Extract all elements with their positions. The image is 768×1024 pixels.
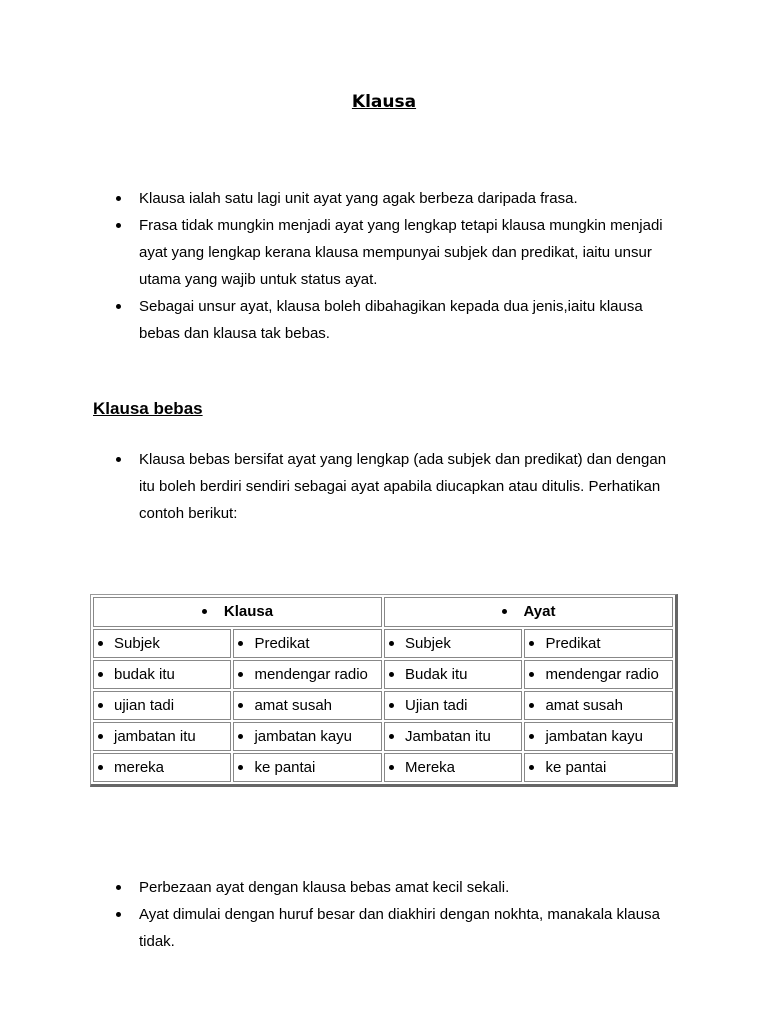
table-cell: Ujian tadi — [384, 691, 522, 720]
table-cell: amat susah — [233, 691, 382, 720]
table-cell: jambatan kayu — [524, 722, 673, 751]
group-header-klausa: Klausa — [93, 597, 382, 627]
table-group-header-row — [93, 597, 673, 627]
column-header: Subjek — [93, 629, 231, 658]
table-cell: Budak itu — [384, 660, 522, 689]
closing-bullet-list — [112, 874, 672, 955]
table-cell: amat susah — [524, 691, 673, 720]
table-cell: ke pantai — [524, 753, 673, 782]
list-item: Klausa ialah satu lagi unit ayat yang agak berbeza daripada frasa. — [112, 185, 672, 212]
table-column-header-row — [93, 629, 673, 658]
klausa-ayat-table — [90, 594, 678, 787]
list-item: Klausa bebas bersifat ayat yang lengkap (ada subjek dan predikat) dan dengan itu boleh berdiri sendiri sebagai ayat apabila diucapkan atau ditulis. Perhatikan contoh berikut: — [112, 446, 672, 527]
table-cell: mendengar radio — [524, 660, 673, 689]
table-cell: Mereka — [384, 753, 522, 782]
table-cell: mereka — [93, 753, 231, 782]
table-row — [93, 660, 673, 689]
table-cell: mendengar radio — [233, 660, 382, 689]
table-cell: jambatan kayu — [233, 722, 382, 751]
list-item: Sebagai unsur ayat, klausa boleh dibahagikan kepada dua jenis,iaitu klausa bebas dan klausa tak bebas. — [112, 293, 672, 347]
column-header: Predikat — [524, 629, 673, 658]
list-item: Frasa tidak mungkin menjadi ayat yang lengkap tetapi klausa mungkin menjadi ayat yang lengkap kerana klausa mempunyai subjek dan predikat, iaitu unsur utama yang wajib untuk status ayat. — [112, 212, 672, 293]
table-row — [93, 691, 673, 720]
table-cell: budak itu — [93, 660, 231, 689]
list-item: Ayat dimulai dengan huruf besar dan diakhiri dengan nokhta, manakala klausa tidak. — [112, 901, 672, 955]
list-item: Perbezaan ayat dengan klausa bebas amat kecil sekali. — [112, 874, 672, 901]
page-title: Klausa — [351, 92, 417, 112]
group-header-ayat: Ayat — [384, 597, 673, 627]
intro-bullet-list — [112, 185, 672, 347]
section-heading: Klausa bebas — [93, 399, 203, 418]
section-bullet-list — [112, 446, 672, 527]
table-cell: Jambatan itu — [384, 722, 522, 751]
table-cell: ujian tadi — [93, 691, 231, 720]
table-cell: jambatan itu — [93, 722, 231, 751]
column-header: Subjek — [384, 629, 522, 658]
table-row — [93, 722, 673, 751]
table-cell: ke pantai — [233, 753, 382, 782]
table-row — [93, 753, 673, 782]
column-header: Predikat — [233, 629, 382, 658]
